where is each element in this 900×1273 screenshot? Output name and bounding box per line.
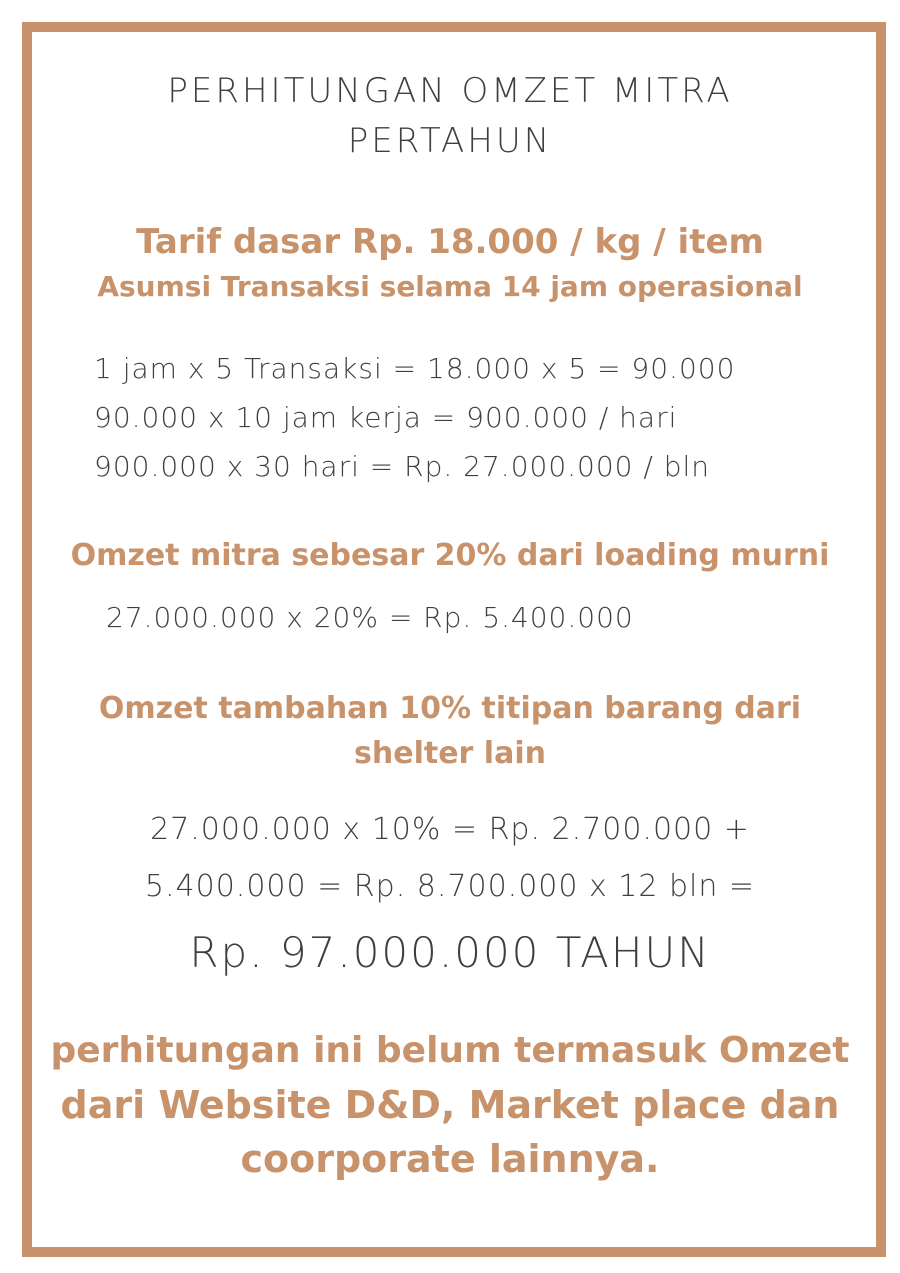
tarif-subheading: Asumsi Transaksi selama 14 jam operasional [97,270,803,303]
omzet-tambahan-heading-line-2: shelter lain [354,736,546,771]
page-title-line-1: PERHITUNGAN OMZET MITRA [167,71,733,111]
omzet-tambahan-heading-line-1: Omzet tambahan 10% titipan barang dari [98,691,802,726]
omzet-tambahan-calc-line-1: 27.000.000 x 10% = Rp. 2.700.000 + [150,812,750,847]
footnote-line-3: coorporate lainnya. [240,1137,660,1181]
calc-line-1: 1 jam x 5 Transaksi = 18.000 x 5 = 90.000 [94,352,736,385]
footnote-line-2: dari Website D&D, Market place dan [60,1083,840,1127]
page-title-line-2: PERTAHUN [347,121,553,161]
omzet-mitra-calc: 27.000.000 x 20% = Rp. 5.400.000 [106,601,634,634]
annual-total: Rp. 97.000.000 TAHUN [189,928,711,977]
omzet-tambahan-calc-line-2: 5.400.000 = Rp. 8.700.000 x 12 bln = [144,869,756,904]
footnote-line-1: perhitungan ini belum termasuk Omzet [50,1030,850,1071]
calc-line-2: 90.000 x 10 jam kerja = 900.000 / hari [94,401,678,434]
tarif-heading: Tarif dasar Rp. 18.000 / kg / item [136,222,764,262]
omzet-mitra-heading: Omzet mitra sebesar 20% dari loading murni [70,538,830,573]
calc-line-3: 900.000 x 30 hari = Rp. 27.000.000 / bln [94,450,711,483]
